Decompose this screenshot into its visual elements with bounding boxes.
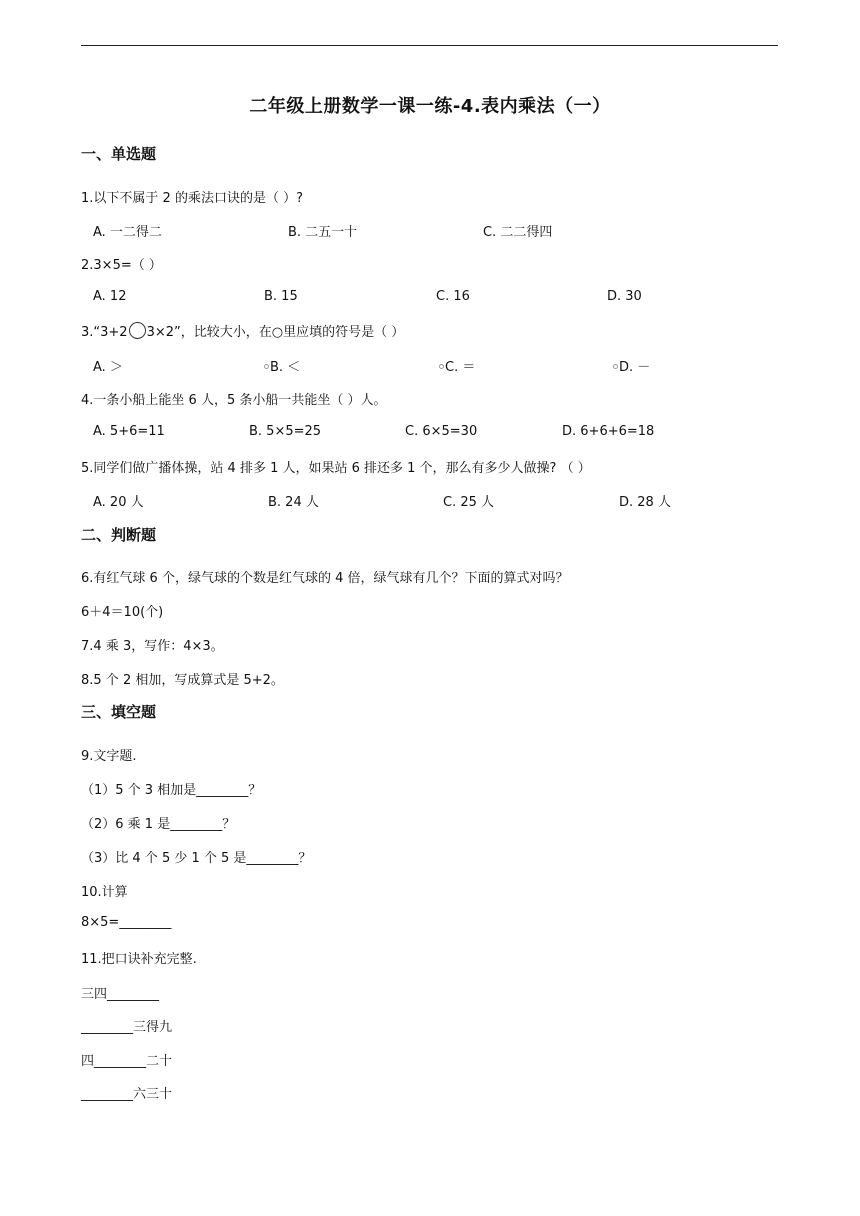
question-3-stem xyxy=(81,321,404,340)
question-5-option-d[interactable]: D. 28 人 xyxy=(619,495,671,510)
question-1-option-b[interactable]: B. 二五一十 xyxy=(288,225,358,240)
question-4-stem: 4.一条小船上能坐 6 人，5 条小船一共能坐（ ）人。 xyxy=(81,393,387,408)
question-8-stem: 8.5 个 2 相加，写成算式是 5+2。 xyxy=(81,673,284,688)
question-6-expression: 6＋4＝10(个) xyxy=(81,605,164,620)
question-6-stem: 6.有红气球 6 个，绿气球的个数是红气球的 4 倍，绿气球有几个？下面的算式对吗？ xyxy=(81,571,569,586)
question-2-stem: 2.3×5=（ ） xyxy=(81,258,162,273)
question-5-option-a[interactable]: A. 20 人 xyxy=(93,495,144,510)
question-1-stem: 1.以下不属于 2 的乘法口诀的是（ ）? xyxy=(81,191,303,206)
question-4-option-c[interactable]: C. 6×5=30 xyxy=(405,424,478,439)
header-rule xyxy=(81,45,778,46)
question-11-line-3: 四________二十 xyxy=(81,1054,173,1069)
section-heading-single-choice: 一、单选题 xyxy=(81,145,157,163)
blank-circle-icon xyxy=(129,322,146,339)
question-11-line-2: ________三得九 xyxy=(81,1020,173,1035)
question-9-part-3: （3）比 4 个 5 少 1 个 5 是________？ xyxy=(81,851,312,866)
question-1-option-c[interactable]: C. 二二得四 xyxy=(483,225,553,240)
question-9-stem: 9.文字题. xyxy=(81,749,137,764)
question-5-option-c[interactable]: C. 25 人 xyxy=(443,495,495,510)
question-4-option-a[interactable]: A. 5+6=11 xyxy=(93,424,165,439)
question-11-line-4: ________六三十 xyxy=(81,1087,173,1102)
question-10-expression: 8×5=________ xyxy=(81,915,172,930)
marker-dot-icon xyxy=(264,364,269,369)
question-3-option-d-label: D. － xyxy=(619,360,651,375)
question-3-option-b[interactable] xyxy=(264,356,300,375)
question-3-option-b-label: B. ＜ xyxy=(270,360,301,375)
question-3-option-a[interactable]: A. ＞ xyxy=(93,360,123,375)
section-heading-fill-in: 三、填空题 xyxy=(81,703,157,721)
question-3-option-c-label: C. ＝ xyxy=(445,360,476,375)
section-heading-true-false: 二、判断题 xyxy=(81,526,157,544)
question-7-stem: 7.4 乘 3，写作：4×3。 xyxy=(81,639,224,654)
question-2-option-c[interactable]: C. 16 xyxy=(436,289,470,304)
question-9-part-1: （1）5 个 3 相加是________？ xyxy=(81,783,262,798)
question-10-stem: 10.计算 xyxy=(81,885,128,900)
marker-dot-icon xyxy=(439,364,444,369)
question-11-stem: 11.把口诀补充完整. xyxy=(81,952,197,967)
question-5-stem: 5.同学们做广播体操，站 4 排多 1 人，如果站 6 排还多 1 个，那么有多少人做操? （ ） xyxy=(81,461,591,476)
question-11-line-1: 三四________ xyxy=(81,987,160,1002)
question-9-part-2: （2）6 乘 1 是________？ xyxy=(81,817,236,832)
question-2-option-b[interactable]: B. 15 xyxy=(264,289,298,304)
question-3-option-c[interactable] xyxy=(439,356,475,375)
question-4-option-b[interactable]: B. 5×5=25 xyxy=(249,424,322,439)
question-3-option-d[interactable] xyxy=(613,356,650,375)
question-2-option-d[interactable]: D. 30 xyxy=(607,289,642,304)
question-2-option-a[interactable]: A. 12 xyxy=(93,289,127,304)
question-5-option-b[interactable]: B. 24 人 xyxy=(268,495,319,510)
question-4-option-d[interactable]: D. 6+6+6=18 xyxy=(562,424,655,439)
marker-dot-icon xyxy=(613,364,618,369)
question-3-stem-post: 3×2”，比较大小，在○里应填的符号是（ ） xyxy=(146,325,405,340)
page-title: 二年级上册数学一课一练-4.表内乘法（一） xyxy=(249,96,611,117)
question-1-option-a[interactable]: A. 一二得二 xyxy=(93,225,162,240)
question-3-stem-pre: 3.“3+2 xyxy=(81,325,128,340)
